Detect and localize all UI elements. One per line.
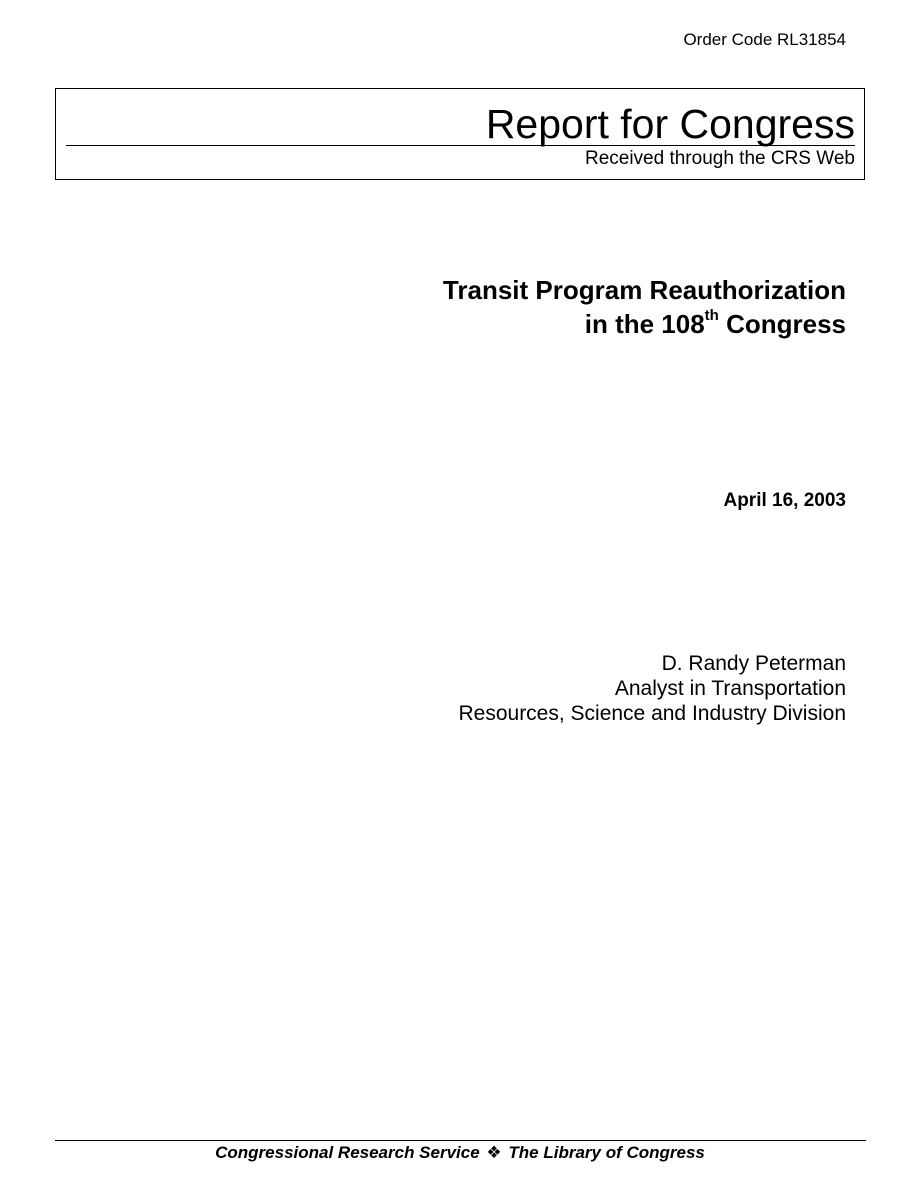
footer-divider [55,1140,866,1141]
report-title-line-2-prefix: in the 108 [584,309,705,339]
author-position: Analyst in Transportation [614,677,846,700]
report-header-box [55,88,865,180]
report-title [443,273,846,341]
diamond-icon: ❖ [486,1143,502,1162]
report-title-line-2 [443,307,846,341]
author-division: Resources, Science and Industry Division [458,702,846,725]
order-code: Order Code RL31854 [683,30,846,49]
header-divider [66,145,855,146]
report-title-line-1: Transit Program Reauthorization [442,275,846,305]
footer-right-text: The Library of Congress [508,1143,705,1162]
author-block [458,651,846,726]
footer [0,1143,920,1163]
footer-left-text: Congressional Research Service [215,1143,480,1162]
report-header-subtitle: Received through the CRS Web [584,148,855,169]
report-title-ordinal-suffix: th [704,307,719,325]
report-date: April 16, 2003 [723,490,846,511]
report-header-title: Report for Congress [485,101,855,147]
report-title-line-2-suffix: Congress [718,309,846,339]
author-name: D. Randy Peterman [661,652,846,675]
